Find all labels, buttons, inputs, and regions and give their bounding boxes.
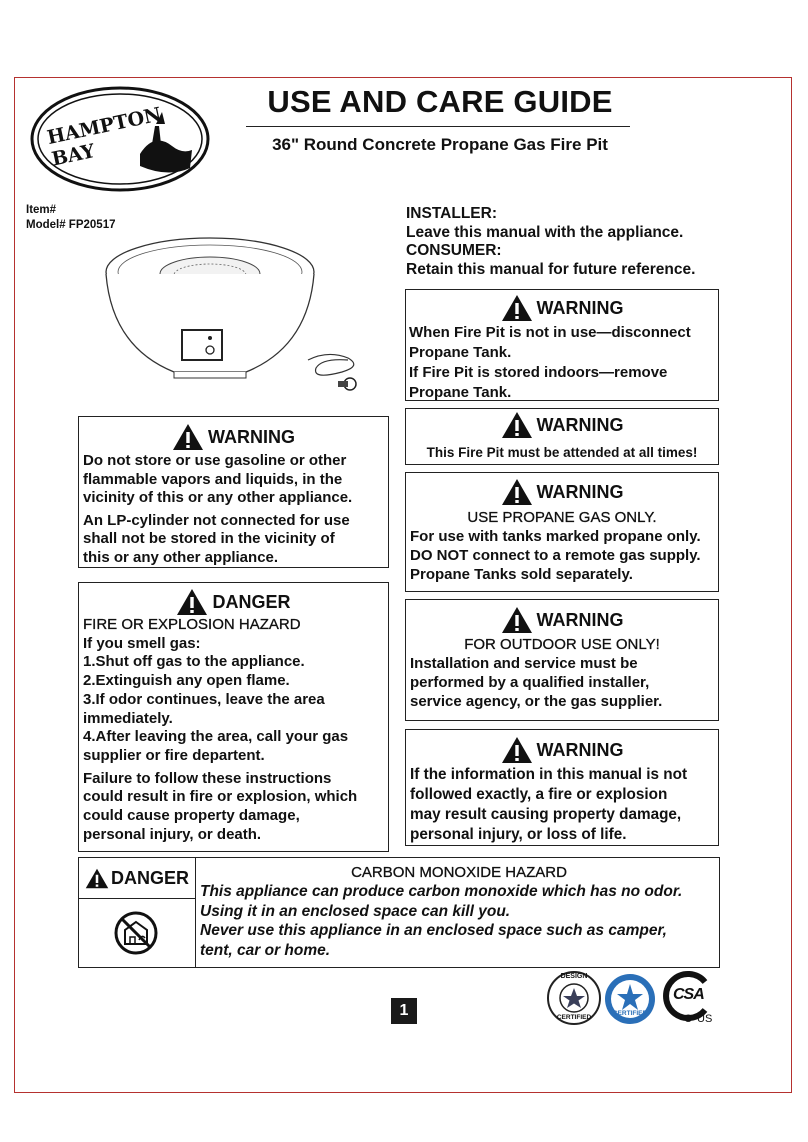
warning-subheading: USE PROPANE GAS ONLY. (467, 509, 657, 526)
brand-name: HAMPTON BAY (45, 103, 164, 171)
warning-box-manual (405, 729, 719, 846)
danger-subheading: FIRE OR EXPLOSION HAZARD (83, 616, 301, 633)
warning-line: If the information in this manual is not (410, 766, 688, 783)
warning-line: followed exactly, a fire or explosion (410, 786, 668, 803)
danger-line: Failure to follow these instructions (83, 769, 332, 787)
warning-triangle-icon (501, 736, 533, 764)
co-line: tent, car or home. (200, 941, 331, 959)
warning-subheading: FOR OUTDOOR USE ONLY! (464, 636, 660, 653)
title-rule (246, 126, 630, 127)
warning-body (406, 323, 718, 403)
danger-heading (79, 588, 388, 616)
warning-line: service agency, or the gas supplier. (410, 693, 663, 710)
danger-heading-text: DANGER (110, 867, 189, 888)
warning-box-outdoor (405, 599, 719, 721)
installer-note (406, 205, 695, 279)
warning-line: DO NOT connect to a remote gas supply. (410, 547, 701, 564)
warning-line: Do not store or use gasoline or other (83, 452, 347, 469)
warning-line: For use with tanks marked propane only. (410, 528, 701, 545)
blue-certified-label: CERTIFIED (612, 1010, 648, 1017)
danger-line: could result in fire or explosion, which (83, 788, 358, 806)
warning-box-gasoline (78, 416, 389, 568)
warning-line: performed by a qualified installer, (410, 674, 650, 691)
danger-line: personal injury, or death. (83, 825, 262, 843)
item-label: Item# (26, 204, 57, 216)
danger-label-cell (79, 858, 196, 967)
warning-triangle-icon (172, 423, 204, 451)
danger-body (79, 616, 388, 844)
warning-triangle-icon (501, 294, 533, 322)
page-subtitle: 36" Round Concrete Propane Gas Fire Pit (272, 135, 608, 154)
warning-line: personal injury, or loss of life. (410, 826, 627, 843)
page-number: 1 (391, 998, 417, 1024)
warning-line: This Fire Pit must be attended at all times! (426, 445, 698, 460)
warning-line: vicinity of this or any other appliance. (83, 489, 353, 506)
warning-heading-text: WARNING (536, 414, 624, 435)
installer-line: CONSUMER: (406, 242, 502, 259)
warning-heading-text: WARNING (536, 609, 624, 630)
danger-line: could cause property damage, (83, 807, 300, 825)
co-line: This appliance can produce carbon monoxide which has no odor. (200, 883, 683, 900)
model-label: Model# FP20517 (26, 219, 116, 231)
warning-body (79, 452, 388, 567)
warning-heading-text: WARNING (208, 426, 295, 447)
co-line: Never use this appliance in an enclosed space such as camper, (200, 922, 667, 939)
page-title: USE AND CARE GUIDE (267, 84, 613, 119)
no-enclosed-space-icon (113, 910, 159, 956)
warning-box-propane (405, 472, 719, 592)
warning-line: Propane Tank. (409, 384, 512, 401)
danger-line: immediately. (83, 709, 173, 727)
warning-body (406, 765, 718, 845)
danger-box-fire (78, 582, 389, 852)
danger-line: supplier or fire departent. (83, 746, 265, 764)
co-line: Using it in an enclosed space can kill you. (200, 902, 511, 920)
warning-heading (406, 295, 718, 321)
danger-line: 1.Shut off gas to the appliance. (83, 653, 305, 671)
warning-heading-text: WARNING (536, 297, 624, 318)
item-info (26, 203, 115, 233)
warning-line: When Fire Pit is not in use—disconnect (409, 324, 691, 341)
warning-heading-text: WARNING (536, 739, 624, 760)
warning-triangle-icon (501, 411, 533, 439)
warning-heading-text: WARNING (536, 481, 624, 502)
warning-body (406, 654, 718, 711)
warning-line: If Fire Pit is stored indoors—remove (409, 364, 668, 381)
design-certified-mark (546, 970, 602, 1026)
danger-line: 4.After leaving the area, call your gas (83, 728, 349, 746)
warning-triangle-icon (501, 478, 533, 506)
warning-line: Installation and service must be (410, 655, 638, 672)
warning-triangle-icon (85, 868, 109, 889)
co-title: CARBON MONOXIDE HAZARD (351, 864, 567, 881)
warning-line: flammable vapors and liquids, in the (83, 470, 343, 488)
warning-line: Propane Tank. (409, 344, 512, 361)
warning-body (406, 527, 718, 584)
installer-line: Retain this manual for future reference. (406, 260, 696, 278)
warning-box-disconnect (405, 289, 719, 401)
danger-heading-text: DANGER (212, 591, 291, 612)
warning-line: shall not be stored in the vicinity of (83, 530, 335, 547)
warning-heading (406, 735, 718, 765)
danger-heading (79, 858, 195, 899)
co-text-block (200, 864, 718, 960)
warning-triangle-icon (501, 606, 533, 634)
csa-us-label: US (697, 1013, 713, 1025)
design-label: DESIGN (560, 973, 588, 980)
danger-line: 2.Extinguish any open flame. (83, 672, 290, 690)
blue-certified-mark (603, 972, 657, 1026)
danger-line: If you smell gas: (83, 634, 201, 652)
warning-heading (406, 478, 718, 506)
csa-label: CSA (673, 986, 704, 1003)
warning-line: this or any other appliance. (83, 548, 279, 566)
co-body (200, 882, 718, 960)
installer-line: Leave this manual with the appliance. (406, 223, 684, 241)
warning-heading (406, 605, 718, 635)
danger-box-carbon-monoxide (78, 857, 720, 968)
warning-line: Propane Tanks sold separately. (410, 566, 633, 583)
warning-heading (406, 412, 718, 438)
hampton-bay-logo (28, 84, 212, 194)
warning-heading (79, 422, 388, 452)
certified-label: CERTIFIED (556, 1014, 592, 1021)
installer-line: INSTALLER: (406, 205, 497, 222)
warning-triangle-icon (176, 588, 208, 616)
csa-c-label: C (684, 1013, 692, 1025)
danger-line: 3.If odor continues, leave the area (83, 690, 325, 708)
warning-line: An LP-cylinder not connected for use (83, 511, 350, 529)
fire-pit-illustration (98, 232, 368, 404)
warning-line: may result causing property damage, (410, 806, 682, 823)
warning-box-attended (405, 408, 719, 465)
